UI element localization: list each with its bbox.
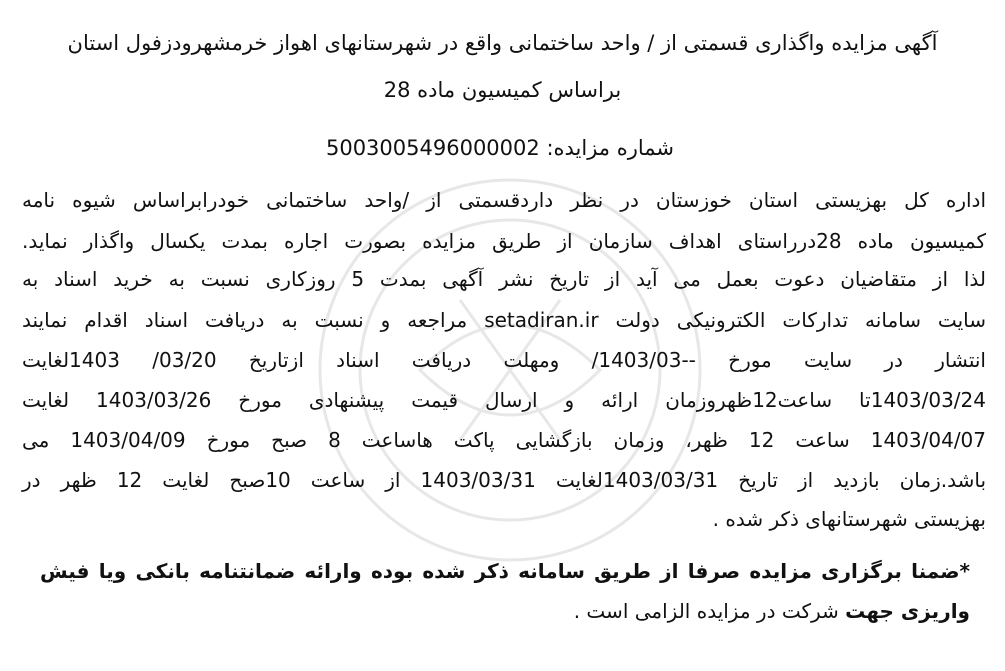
auction-number (200, 133, 800, 163)
note-line-1: *ضمنا برگزاری مزایده صرفا از طریق سامانه ذکر شده بوده وارائه ضمانتنامه بانکی ویا فیش (40, 559, 970, 583)
body-line-6: 1403/03/24تا ساعت12ظهروزمان ارائه و ارسال قیمت پیشنهادی مورخ 1403/03/26 لغایت (22, 388, 986, 412)
note-line-2-bold: واریزی جهت (845, 599, 970, 623)
body-line-5: انتشار در سایت مورخ --1403/03/ ومهلت دریافت اسناد ازتاریخ 03/20/ 1403لغایت (22, 348, 986, 372)
body-line-4: سایت سامانه تدارکات الکترونیکی دولت setadiran.ir مراجعه و نسبت به دریافت اسناد اقدام نمایند (22, 308, 986, 332)
note-line-2-rest: شرکت در مزایده الزامی است . (573, 599, 846, 623)
auction-number-label: شماره مزایده: (546, 136, 675, 160)
body-line-7: 1403/04/07 ساعت 12 ظهر، وزمان بازگشایی پاکت هاساعت 8 صبح مورخ 1403/04/09 می (22, 428, 987, 452)
body-line-1: اداره کل بهزیستی استان خوزستان در نظر داردقسمتی از /واحد ساختمانی خودرابراساس شیوه نامه (22, 188, 986, 212)
note-line-2 (40, 596, 970, 626)
body-line-9: بهزیستی شهرستانهای ذکر شده . (712, 507, 986, 531)
notice-title-line-2: براساس کمیسیون ماده 28 (383, 78, 622, 102)
body-line-8: باشد.زمان بازدید از تاریخ 1403/03/31لغایت 1403/03/31 از ساعت 10صبح لغایت 12 ظهر در (22, 468, 987, 492)
auction-number-value: 5003005496000002 (325, 136, 540, 160)
notice-title-line-1: آگهی مزایده واگذاری قسمتی از / واحد ساختمانی واقع در شهرستانهای اهواز خرمشهرودزفول استان (67, 31, 938, 55)
body-line-2: کمیسیون ماده 28درراستای اهداف سازمان از طریق مزایده بصورت اجاره بمدت یکسال واگذار نماید. (22, 229, 986, 253)
body-line-3: لذا از متقاضیان دعوت بعمل می آید از تاریخ نشر آگهی بمدت 5 روزکاری نسبت به خرید اسناد به (22, 267, 986, 291)
